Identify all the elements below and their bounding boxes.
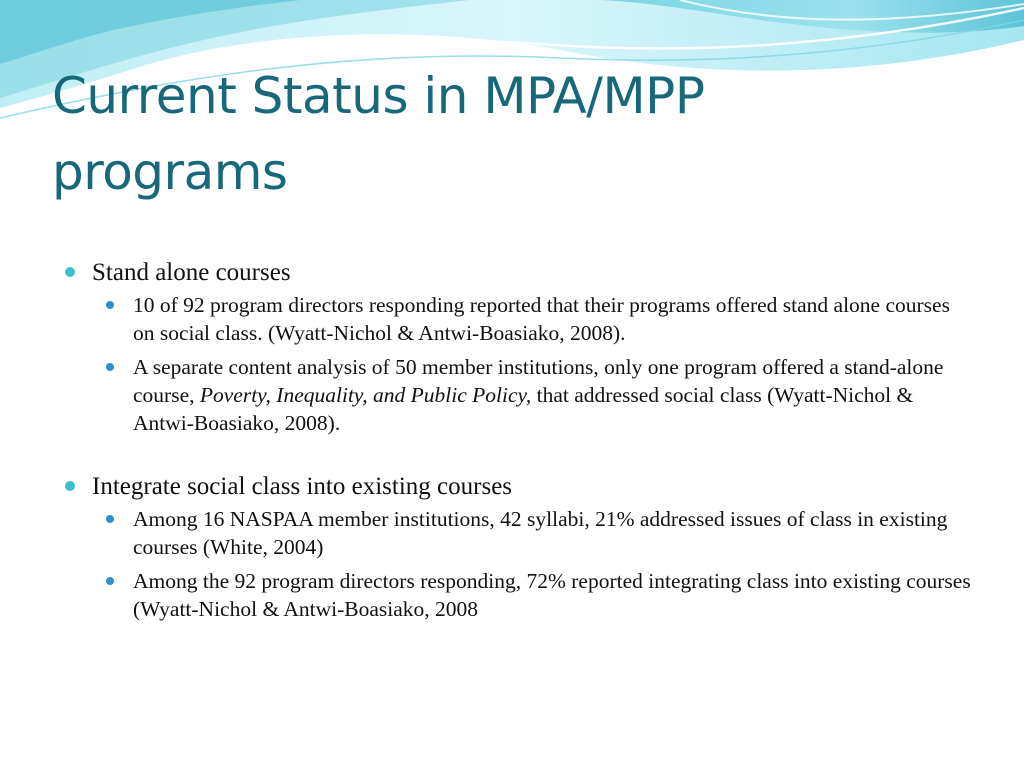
bullet-dot-icon (106, 515, 114, 523)
section-heading-text: Stand alone courses (92, 259, 291, 286)
list-item (103, 505, 972, 561)
list-item-text: Among the 92 program directors responding, 72% reported integrating class into existing courses (Wyatt-Nichol & Antwi-Boasiako, 2008 (133, 569, 971, 621)
section-heading-text: Integrate social class into existing courses (92, 473, 513, 500)
list-item (103, 291, 972, 347)
bullet-dot-icon (106, 577, 114, 585)
sub-bullet-list (103, 291, 972, 437)
list-item-text-after: that addressed social class (Wyatt-Nichol & Antwi-Boasiako, 2008). (133, 383, 914, 435)
bullet-dot-icon (65, 481, 75, 491)
bullet-dot-icon (106, 363, 114, 371)
slide-title-line-2: programs (52, 143, 288, 201)
bullet-dot-icon (106, 301, 114, 309)
bullet-dot-icon (65, 267, 75, 277)
slide-body (62, 255, 972, 629)
list-item-text-before: A separate content analysis of 50 member institutions, only one program offered a stand-alone course, (133, 355, 944, 407)
slide-title-line-1: Current Status in MPA/MPP (52, 67, 705, 125)
list-item-text: 10 of 92 program directors responding reported that their programs offered stand alone courses on social class. (Wyatt-Nichol & Antwi-Boasiako, 2008). (133, 293, 950, 345)
course-title-italic: Poverty, Inequality, and Public Policy, (199, 383, 532, 407)
list-item (103, 567, 972, 623)
list-item (103, 353, 972, 437)
sub-bullet-list (103, 505, 972, 623)
section-heading (62, 255, 972, 291)
slide-title (52, 58, 952, 210)
list-item-text: Among 16 NASPAA member institutions, 42 syllabi, 21% addressed issues of class in existing courses (White, 2004) (133, 507, 948, 559)
section-heading (62, 469, 972, 505)
